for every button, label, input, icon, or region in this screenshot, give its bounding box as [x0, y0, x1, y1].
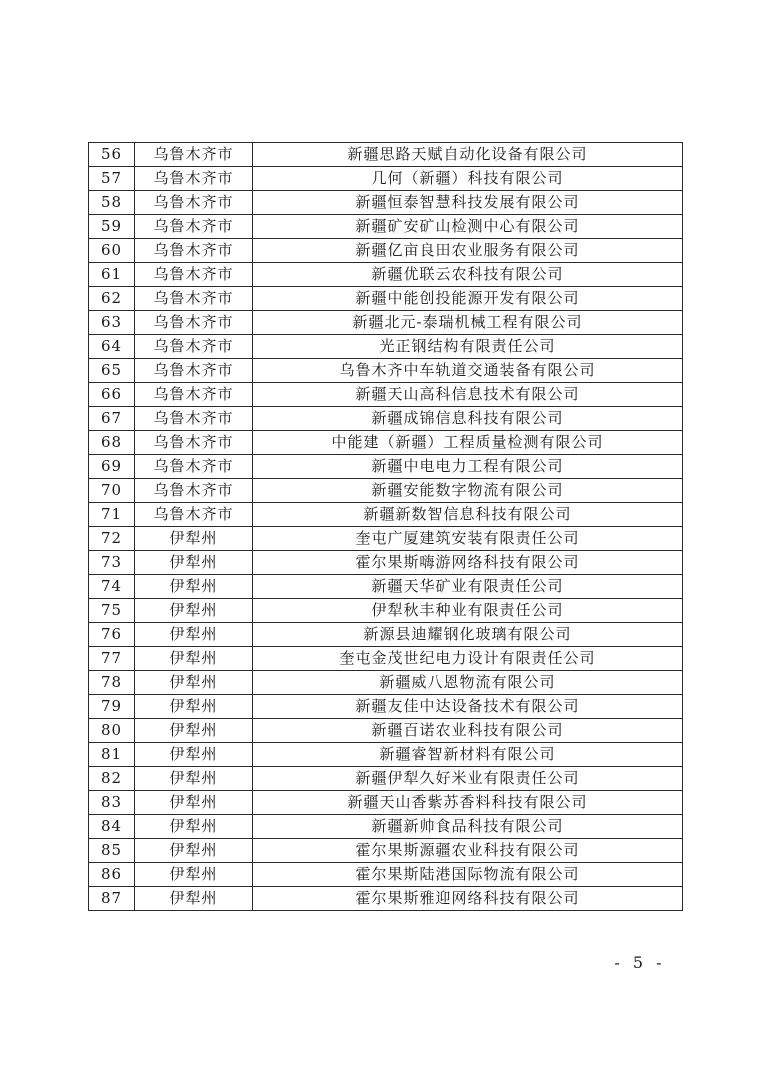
row-number-cell: 70: [89, 479, 135, 503]
region-cell: 伊犁州: [135, 527, 253, 551]
row-number-cell: 75: [89, 599, 135, 623]
region-cell: 乌鲁木齐市: [135, 383, 253, 407]
region-cell: 乌鲁木齐市: [135, 479, 253, 503]
row-number-cell: 63: [89, 311, 135, 335]
row-number-cell: 62: [89, 287, 135, 311]
company-name-cell: 奎屯金茂世纪电力设计有限责任公司: [253, 647, 683, 671]
region-cell: 伊犁州: [135, 863, 253, 887]
company-name-cell: 伊犁秋丰种业有限责任公司: [253, 599, 683, 623]
region-cell: 乌鲁木齐市: [135, 143, 253, 167]
company-name-cell: 新疆伊犁久好米业有限责任公司: [253, 767, 683, 791]
page-number: - 5 -: [614, 953, 666, 972]
company-name-cell: 霍尔果斯雅迎网络科技有限公司: [253, 887, 683, 911]
table-row: [89, 791, 683, 815]
table-row: [89, 767, 683, 791]
company-name-cell: 几何（新疆）科技有限公司: [253, 167, 683, 191]
company-name-cell: 新疆天山高科信息技术有限公司: [253, 383, 683, 407]
region-cell: 伊犁州: [135, 767, 253, 791]
region-cell: 伊犁州: [135, 791, 253, 815]
table-row: [89, 479, 683, 503]
company-name-cell: 新疆思路天赋自动化设备有限公司: [253, 143, 683, 167]
company-name-cell: 光正钢结构有限责任公司: [253, 335, 683, 359]
region-cell: 乌鲁木齐市: [135, 359, 253, 383]
company-name-cell: 中能建（新疆）工程质量检测有限公司: [253, 431, 683, 455]
region-cell: 伊犁州: [135, 551, 253, 575]
table-row: [89, 671, 683, 695]
row-number-cell: 81: [89, 743, 135, 767]
region-cell: 乌鲁木齐市: [135, 503, 253, 527]
row-number-cell: 68: [89, 431, 135, 455]
company-name-cell: 霍尔果斯源疆农业科技有限公司: [253, 839, 683, 863]
region-cell: 伊犁州: [135, 575, 253, 599]
company-name-cell: 新疆睿智新材料有限公司: [253, 743, 683, 767]
row-number-cell: 79: [89, 695, 135, 719]
table-row: [89, 839, 683, 863]
region-cell: 乌鲁木齐市: [135, 431, 253, 455]
region-cell: 乌鲁木齐市: [135, 455, 253, 479]
table-row: [89, 623, 683, 647]
row-number-cell: 64: [89, 335, 135, 359]
table-row: [89, 863, 683, 887]
region-cell: 伊犁州: [135, 743, 253, 767]
company-name-cell: 新疆亿亩良田农业服务有限公司: [253, 239, 683, 263]
company-name-cell: 乌鲁木齐中车轨道交通装备有限公司: [253, 359, 683, 383]
table-row: [89, 887, 683, 911]
table-row: [89, 167, 683, 191]
company-name-cell: 新疆中电电力工程有限公司: [253, 455, 683, 479]
table-row: [89, 407, 683, 431]
row-number-cell: 85: [89, 839, 135, 863]
row-number-cell: 69: [89, 455, 135, 479]
table-row: [89, 239, 683, 263]
region-cell: 伊犁州: [135, 599, 253, 623]
table-row: [89, 215, 683, 239]
company-name-cell: 新疆新帅食品科技有限公司: [253, 815, 683, 839]
row-number-cell: 74: [89, 575, 135, 599]
company-name-cell: 新疆新数智信息科技有限公司: [253, 503, 683, 527]
row-number-cell: 60: [89, 239, 135, 263]
table-row: [89, 287, 683, 311]
region-cell: 伊犁州: [135, 719, 253, 743]
company-name-cell: 新疆天山香紫苏香料科技有限公司: [253, 791, 683, 815]
company-name-cell: 奎屯广厦建筑安装有限责任公司: [253, 527, 683, 551]
region-cell: 伊犁州: [135, 839, 253, 863]
company-name-cell: 新疆天华矿业有限责任公司: [253, 575, 683, 599]
region-cell: 乌鲁木齐市: [135, 191, 253, 215]
company-name-cell: 新疆安能数字物流有限公司: [253, 479, 683, 503]
region-cell: 伊犁州: [135, 887, 253, 911]
row-number-cell: 72: [89, 527, 135, 551]
table-row: [89, 335, 683, 359]
company-list-table: [88, 142, 683, 911]
row-number-cell: 87: [89, 887, 135, 911]
row-number-cell: 66: [89, 383, 135, 407]
region-cell: 乌鲁木齐市: [135, 215, 253, 239]
row-number-cell: 65: [89, 359, 135, 383]
table-row: [89, 431, 683, 455]
region-cell: 乌鲁木齐市: [135, 287, 253, 311]
region-cell: 乌鲁木齐市: [135, 335, 253, 359]
company-name-cell: 新疆矿安矿山检测中心有限公司: [253, 215, 683, 239]
region-cell: 伊犁州: [135, 671, 253, 695]
row-number-cell: 86: [89, 863, 135, 887]
table-row: [89, 503, 683, 527]
region-cell: 乌鲁木齐市: [135, 263, 253, 287]
row-number-cell: 80: [89, 719, 135, 743]
row-number-cell: 83: [89, 791, 135, 815]
region-cell: 乌鲁木齐市: [135, 167, 253, 191]
table-row: [89, 191, 683, 215]
company-name-cell: 新源县迪耀钢化玻璃有限公司: [253, 623, 683, 647]
company-name-cell: 新疆威八恩物流有限公司: [253, 671, 683, 695]
company-name-cell: 新疆优联云农科技有限公司: [253, 263, 683, 287]
row-number-cell: 61: [89, 263, 135, 287]
region-cell: 伊犁州: [135, 695, 253, 719]
row-number-cell: 84: [89, 815, 135, 839]
region-cell: 伊犁州: [135, 647, 253, 671]
table-row: [89, 575, 683, 599]
row-number-cell: 58: [89, 191, 135, 215]
row-number-cell: 59: [89, 215, 135, 239]
region-cell: 乌鲁木齐市: [135, 407, 253, 431]
table-row: [89, 143, 683, 167]
company-name-cell: 新疆中能创投能源开发有限公司: [253, 287, 683, 311]
row-number-cell: 78: [89, 671, 135, 695]
table-row: [89, 647, 683, 671]
row-number-cell: 77: [89, 647, 135, 671]
table-row: [89, 455, 683, 479]
table-row: [89, 551, 683, 575]
company-name-cell: 新疆恒泰智慧科技发展有限公司: [253, 191, 683, 215]
table-row: [89, 719, 683, 743]
row-number-cell: 76: [89, 623, 135, 647]
table-row: [89, 359, 683, 383]
company-name-cell: 霍尔果斯陆港国际物流有限公司: [253, 863, 683, 887]
region-cell: 乌鲁木齐市: [135, 239, 253, 263]
row-number-cell: 56: [89, 143, 135, 167]
region-cell: 乌鲁木齐市: [135, 311, 253, 335]
table-row: [89, 383, 683, 407]
table-row: [89, 527, 683, 551]
region-cell: 伊犁州: [135, 623, 253, 647]
company-name-cell: 霍尔果斯嗨游网络科技有限公司: [253, 551, 683, 575]
table-row: [89, 263, 683, 287]
company-name-cell: 新疆成锦信息科技有限公司: [253, 407, 683, 431]
table-row: [89, 815, 683, 839]
table-row: [89, 743, 683, 767]
row-number-cell: 73: [89, 551, 135, 575]
company-name-cell: 新疆北元-泰瑞机械工程有限公司: [253, 311, 683, 335]
table-row: [89, 695, 683, 719]
table-body: [89, 143, 683, 911]
table-row: [89, 311, 683, 335]
table-row: [89, 599, 683, 623]
company-name-cell: 新疆百诺农业科技有限公司: [253, 719, 683, 743]
company-name-cell: 新疆友佳中达设备技术有限公司: [253, 695, 683, 719]
row-number-cell: 82: [89, 767, 135, 791]
row-number-cell: 67: [89, 407, 135, 431]
row-number-cell: 71: [89, 503, 135, 527]
row-number-cell: 57: [89, 167, 135, 191]
region-cell: 伊犁州: [135, 815, 253, 839]
